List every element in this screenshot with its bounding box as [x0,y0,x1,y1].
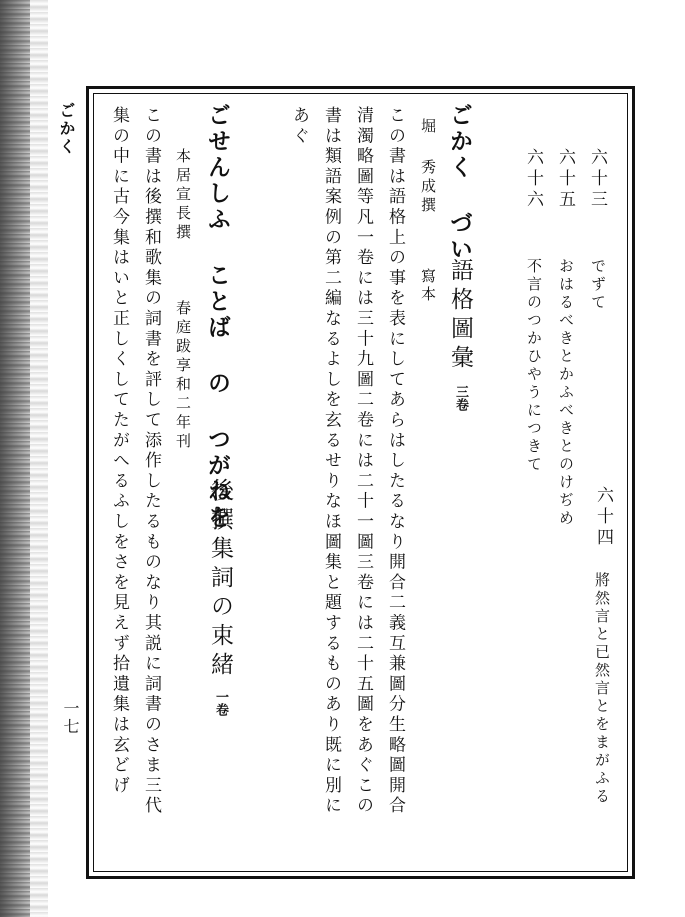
entry-volumes: 一卷 [213,690,228,716]
running-head: ごかく [57,102,76,156]
entry-heading: ごかく づい [446,103,473,263]
entry-body-line: この書は後撰和歌集の詞書を評して添作したるものなり其説に詞書のさま三代 [141,106,161,817]
entry-title: 後撰集詞の束緒 [207,478,233,681]
entry-body-line: 書は類語案例の第二編なるよしを玄るせりなほ圖集と題するものあり既に別に [321,106,341,817]
entry-body-line: あぐ [289,106,309,147]
entry-author: 本居宣長撰 [174,148,192,243]
page-number: 一七 [61,700,80,736]
entry-body-line: 集の中に古今集はいと正しくしてたがへるふしをさを見えず拾遺集は玄どげ [109,106,129,797]
scan-gutter-noise [30,0,48,917]
entry-body-line: この書は語格上の事を表にしてあらはしたるなり開合二義互兼圖分生略圖開合 [385,106,405,817]
entry-heading: ごせんしふ ことば の つがねを [204,103,231,531]
toc-item-num: 六十六 [523,148,543,211]
toc-item-title: でずて [589,258,607,312]
entry-body-line: 清濁略圖等凡一卷には三十九圖二卷には二十一圖三卷には二十五圖をあぐこの [353,106,373,817]
entry-author: 堀 秀成撰 [419,118,437,216]
toc-item-num: 六十四 [593,486,613,549]
toc-item-title: おはるべきとかふべきとのけぢめ [557,258,575,528]
scan-gutter-shadow [0,0,30,917]
entry-title: 語格圖彙 [447,258,473,374]
entry-edition: 春庭跋享和二年刊 [174,300,192,452]
toc-item-title: 不言のつかひやうにつきて [525,258,543,474]
toc-item-title: 將然言と已然言とをまがふる [593,572,611,806]
entry-edition: 寫本 [419,268,437,304]
entry-volumes: 三卷 [453,385,468,411]
toc-item-num: 六十三 [587,148,607,211]
toc-item-num: 六十五 [555,148,575,211]
